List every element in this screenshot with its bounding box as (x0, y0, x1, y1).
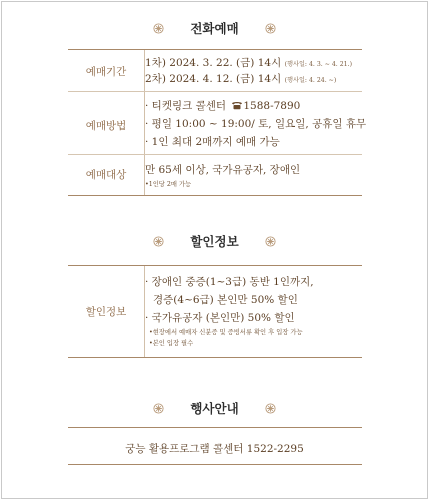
phone-icon (231, 100, 243, 110)
flower-ornament-icon (265, 23, 276, 34)
flower-ornament-icon (153, 236, 164, 247)
discount-label: 할인정보 (85, 306, 127, 318)
section-title-discount (0, 231, 429, 251)
table-top-rule (68, 265, 362, 266)
table-top-rule (68, 49, 362, 50)
table-top-rule (68, 427, 362, 428)
row-divider (68, 154, 362, 155)
discount-line-1: · 장애인 중증(1~3급) 동반 1인까지, (145, 276, 314, 288)
flower-ornament-icon (265, 236, 276, 247)
section-title-label: 행사안내 (190, 401, 239, 416)
period-line-2: 2차) 2024. 4. 12. (금) 14시 (행사일: 4. 24. ~) (145, 73, 337, 85)
section-title-label: 전화예매 (190, 21, 239, 36)
target-note: •1인당 2매 가능 (145, 181, 192, 188)
flower-ornament-icon (153, 23, 164, 34)
discount-line-2: 경증(4~6급) 본인만 50% 할인 (153, 294, 298, 306)
period-line-1: 1차) 2024. 3. 22. (금) 14시 (행사일: 4. 3. ~ 4. 21.) (145, 57, 352, 69)
discount-line-3: · 국가유공자 (본인만) 50% 할인 (145, 312, 295, 324)
section-title-label: 할인정보 (190, 234, 239, 249)
method-line-1: · 티켓링크 콜센터 1588-7890 (145, 100, 301, 112)
section-title-event (0, 398, 429, 418)
table-bottom-rule (68, 357, 362, 358)
discount-note-1: •현장에서 예매자 신분증 및 증빙서류 확인 후 입장 가능 (149, 329, 303, 336)
method-line-3: · 1인 최대 2매까지 예매 가능 (145, 136, 280, 148)
table-bottom-rule (68, 464, 362, 465)
flower-ornament-icon (153, 403, 164, 414)
target-line-1: 만 65세 이상, 국가유공자, 장애인 (145, 164, 301, 176)
discount-note-2: •본인 입장 필수 (149, 340, 194, 347)
target-label: 예매대상 (85, 169, 127, 181)
method-line-2: · 평일 10:00 ~ 19:00/ 토, 일요일, 공휴일 휴무 (145, 118, 367, 130)
flower-ornament-icon (265, 403, 276, 414)
event-info-line: 궁능 활용프로그램 콜센터 1522-2295 (125, 443, 304, 455)
method-label: 예매방법 (85, 120, 127, 132)
period-label: 예매기간 (85, 66, 127, 78)
table-bottom-rule (68, 195, 362, 196)
section-title-reservation (0, 18, 429, 38)
row-divider (68, 91, 362, 92)
